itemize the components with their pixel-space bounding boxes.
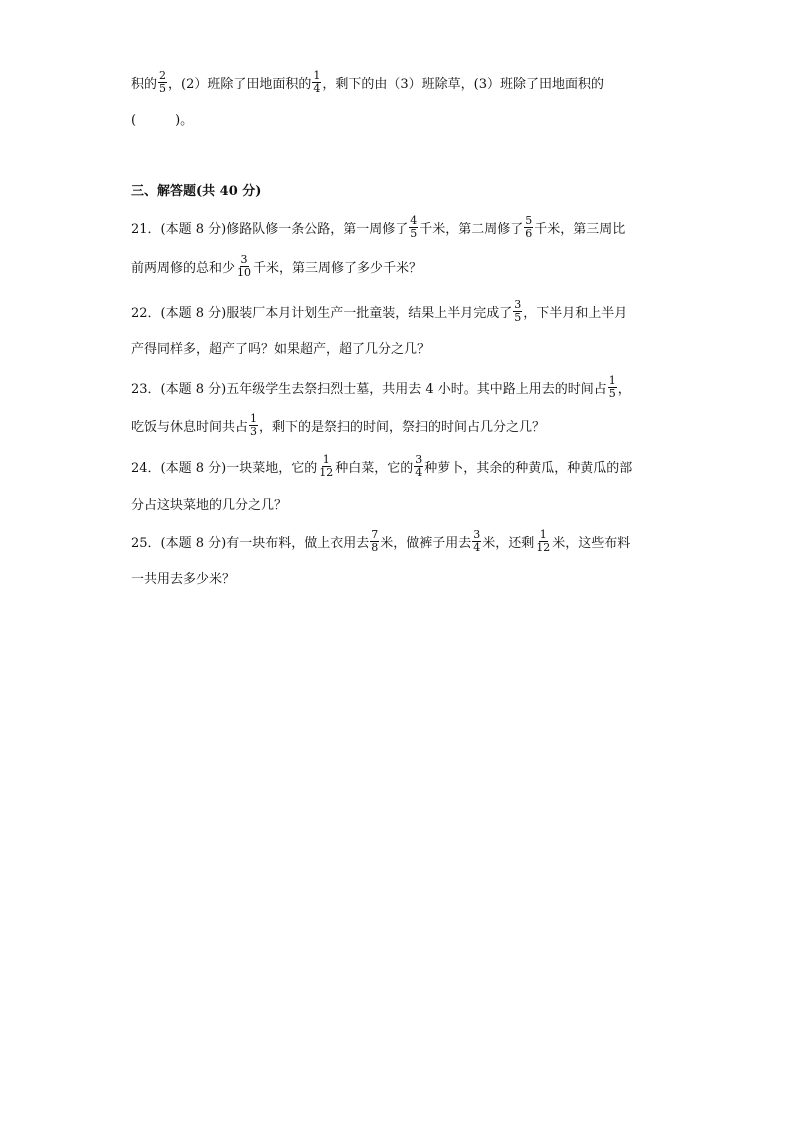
numerator: 1 — [539, 527, 547, 541]
denominator: 4 — [415, 465, 423, 479]
denominator: 4 — [473, 540, 481, 554]
text: 米，还剩 — [482, 535, 535, 551]
numerator: 1 — [322, 452, 330, 466]
q21-line-2 — [131, 246, 422, 286]
denominator: 5 — [159, 81, 167, 95]
text: 积的 — [131, 76, 158, 92]
q23-line-1 — [131, 367, 631, 407]
numerator: 2 — [159, 68, 167, 82]
q21-line-1 — [131, 207, 625, 247]
fraction — [158, 70, 167, 94]
denominator: 6 — [525, 226, 533, 240]
denominator: 12 — [536, 540, 551, 554]
fraction — [318, 454, 334, 478]
text: 前两周修的总和少 — [131, 260, 236, 276]
q24-line-2 — [131, 483, 287, 523]
fraction — [472, 529, 481, 553]
numerator: 3 — [473, 527, 481, 541]
text: ，(2）班除了田地面积的 — [168, 76, 312, 92]
fraction — [535, 529, 551, 553]
numerator: 4 — [410, 213, 418, 227]
text: 24．(本题 8 分)一块菜地，它的 — [131, 460, 318, 476]
denominator: 5 — [514, 310, 522, 324]
text: 一共用去多少米？ — [131, 571, 236, 587]
text: 吃饭与休息时间共占 — [131, 419, 249, 435]
intro-line-1 — [131, 62, 604, 102]
text: 米，这些布料 — [552, 535, 631, 551]
numerator: 3 — [514, 297, 522, 311]
fraction — [608, 375, 617, 399]
text: 千米，第二周修了 — [419, 221, 524, 237]
denominator: 4 — [313, 81, 321, 95]
text: 22．(本题 8 分)服装厂本月计划生产一批童装，结果上半月完成了 — [131, 305, 513, 321]
fraction — [414, 454, 423, 478]
numerator: 7 — [371, 527, 379, 541]
denominator: 8 — [371, 540, 379, 554]
numerator: 1 — [313, 68, 321, 82]
text: 25．(本题 8 分)有一块布料，做上衣用去 — [131, 535, 370, 551]
intro-line-2 — [131, 98, 193, 138]
text: 种萝卜，其余的种黄瓜，种黄瓜的部 — [424, 460, 633, 476]
section-title: 三、解答题(共 40 分) — [131, 184, 262, 199]
text: 千米，第三周比 — [534, 221, 626, 237]
text: ，下半月和上半月 — [523, 305, 628, 321]
denominator: 12 — [319, 465, 334, 479]
numerator: 1 — [250, 411, 258, 425]
numerator: 1 — [608, 373, 616, 387]
numerator: 3 — [415, 452, 423, 466]
numerator: 3 — [240, 252, 248, 266]
fraction — [312, 70, 321, 94]
denominator: 3 — [250, 424, 258, 438]
text: ，剩下的由（3）班除草，(3）班除了田地面积的 — [322, 76, 604, 92]
denominator: 10 — [237, 265, 252, 279]
q22-line-2 — [131, 327, 430, 367]
q25-line-1 — [131, 521, 630, 561]
q25-line-2 — [131, 557, 235, 597]
fraction — [409, 215, 418, 239]
text: 千米，第三周修了多少千米？ — [253, 260, 423, 276]
denominator: 5 — [608, 386, 616, 400]
fraction — [370, 529, 379, 553]
text: ， — [617, 381, 631, 397]
text: 23．(本题 8 分)五年级学生去祭扫烈士墓，共用去 4 小时。其中路上用去的时间占 — [131, 381, 607, 397]
denominator: 5 — [410, 226, 418, 240]
answer-blank: ( )。 — [131, 112, 194, 128]
fraction — [524, 215, 533, 239]
numerator: 5 — [525, 213, 533, 227]
text: 分占这块菜地的几分之几？ — [131, 497, 288, 513]
text: 产得同样多，超产了吗？如果超产，超了几分之几？ — [131, 341, 431, 357]
fraction — [513, 299, 522, 323]
fraction — [249, 413, 258, 437]
text: ，剩下的是祭扫的时间，祭扫的时间占几分之几？ — [259, 419, 546, 435]
q23-line-2 — [131, 405, 545, 445]
fraction — [236, 254, 252, 278]
q22-line-1 — [131, 291, 627, 331]
q24-line-1 — [131, 446, 632, 486]
text: 种白菜，它的 — [335, 460, 414, 476]
text: 21．(本题 8 分)修路队修一条公路，第一周修了 — [131, 221, 409, 237]
text: 米，做裤子用去 — [380, 535, 472, 551]
